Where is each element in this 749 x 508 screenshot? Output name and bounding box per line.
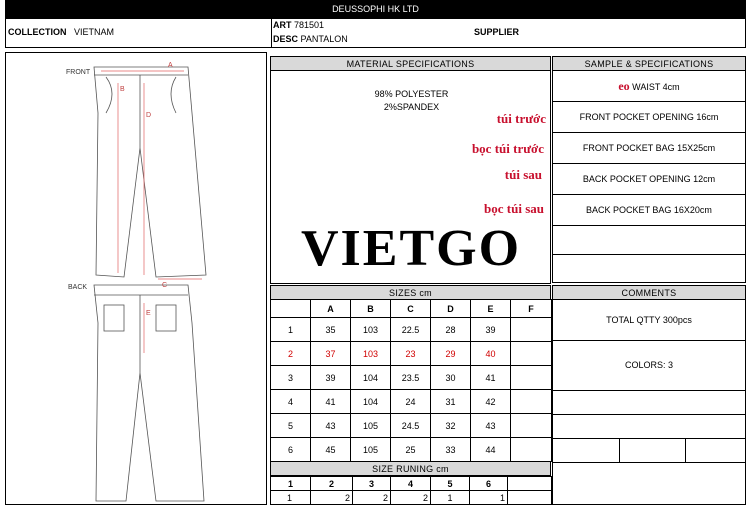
sizes-col-header: A — [311, 300, 351, 318]
size-cell: 33 — [431, 438, 471, 462]
running-header: 3 — [353, 477, 391, 491]
sizes-col-header: E — [471, 300, 511, 318]
sizes-col-header: D — [431, 300, 471, 318]
size-cell: 1 — [271, 318, 311, 342]
size-cell — [511, 366, 552, 390]
size-cell: 41 — [311, 390, 351, 414]
comments-box — [552, 299, 746, 505]
spec-row — [553, 133, 746, 164]
running-value: 1 — [470, 491, 508, 505]
sizes-col-header: B — [351, 300, 391, 318]
art-label: ART — [273, 20, 292, 30]
running-header: 6 — [470, 477, 508, 491]
spec-row — [553, 102, 746, 133]
size-cell: 25 — [391, 438, 431, 462]
running-value-row — [271, 491, 552, 505]
spec-cell-waist — [553, 71, 746, 102]
spec-cell: FRONT POCKET OPENING 16cm — [553, 102, 746, 133]
material-line-2: 2%SPANDEX — [383, 102, 440, 112]
dim-label-b: B — [120, 86, 125, 93]
size-cell: 104 — [351, 390, 391, 414]
dim-label-a: A — [168, 62, 173, 69]
size-cell: 105 — [351, 414, 391, 438]
sizes-row — [271, 438, 552, 462]
dim-label-c: C — [162, 282, 168, 289]
size-cell: 4 — [271, 390, 311, 414]
running-value: 2 — [311, 491, 353, 505]
size-cell: 43 — [311, 414, 351, 438]
material-line-1: 98% POLYESTER — [374, 89, 449, 99]
size-cell: 42 — [471, 390, 511, 414]
sizes-col-header — [271, 300, 311, 318]
annotation-back-pocket: túi sau — [504, 167, 542, 182]
sizes-row-highlighted — [271, 342, 552, 366]
comments-title: COMMENTS — [552, 285, 746, 300]
size-cell: 23.5 — [391, 366, 431, 390]
running-value: 1 — [271, 491, 311, 505]
size-cell: 45 — [311, 438, 351, 462]
collection-cell — [6, 19, 272, 47]
sizes-table — [270, 299, 552, 462]
sizes-col-header: C — [391, 300, 431, 318]
running-header: 4 — [391, 477, 431, 491]
spec-cell: BACK POCKET OPENING 12cm — [553, 164, 746, 195]
size-cell: 40 — [471, 342, 511, 366]
size-cell: 22.5 — [391, 318, 431, 342]
size-cell — [511, 318, 552, 342]
spec-row — [553, 71, 746, 102]
running-header-empty — [508, 477, 552, 491]
size-cell: 32 — [431, 414, 471, 438]
size-cell: 37 — [311, 342, 351, 366]
size-cell: 31 — [431, 390, 471, 414]
size-cell: 5 — [271, 414, 311, 438]
pants-technical-drawing — [6, 53, 266, 504]
art-value: 781501 — [294, 20, 325, 30]
sizes-title: SIZES cm — [270, 285, 551, 300]
material-spec-box — [270, 70, 551, 284]
size-cell: 104 — [351, 366, 391, 390]
size-cell: 41 — [471, 366, 511, 390]
running-header: 5 — [431, 477, 470, 491]
size-cell: 39 — [471, 318, 511, 342]
size-cell: 30 — [431, 366, 471, 390]
comments-empty-row — [553, 414, 745, 439]
drawing-panel — [5, 52, 267, 505]
header-row — [5, 18, 746, 48]
size-cell: 29 — [431, 342, 471, 366]
sizes-row — [271, 366, 552, 390]
spec-row — [553, 226, 746, 255]
running-header: 1 — [271, 477, 311, 491]
sizes-header-row — [271, 300, 552, 318]
size-cell: 24.5 — [391, 414, 431, 438]
company-banner — [5, 0, 746, 18]
comments-empty-row — [553, 390, 745, 415]
comments-empty-row — [553, 438, 745, 463]
size-cell — [511, 342, 552, 366]
running-header-row — [271, 477, 552, 491]
sizes-row — [271, 318, 552, 342]
running-value: 2 — [353, 491, 391, 505]
size-cell: 103 — [351, 318, 391, 342]
spec-row — [553, 164, 746, 195]
spec-text-waist: WAIST 4cm — [632, 81, 680, 92]
spec-cell: BACK POCKET BAG 16X20cm — [553, 195, 746, 226]
collection-value: VIETNAM — [74, 27, 115, 37]
annotation-waist: eo — [618, 78, 630, 93]
material-spec-title: MATERIAL SPECIFICATIONS — [270, 56, 551, 71]
running-header: 2 — [311, 477, 353, 491]
dim-label-d: D — [146, 112, 152, 119]
sample-spec-table — [552, 70, 746, 283]
size-cell: 23 — [391, 342, 431, 366]
supplier-label: SUPPLIER — [474, 27, 520, 37]
size-cell: 2 — [271, 342, 311, 366]
sizes-row — [271, 390, 552, 414]
back-label: BACK — [68, 284, 88, 291]
company-name: DEUSSOPHI HK LTD — [332, 4, 419, 14]
sizes-col-header: F — [511, 300, 552, 318]
size-cell: 35 — [311, 318, 351, 342]
spec-row — [553, 195, 746, 226]
running-value: 1 — [431, 491, 470, 505]
art-cell — [271, 19, 471, 47]
size-cell: 44 — [471, 438, 511, 462]
colors-count: COLORS: 3 — [553, 340, 745, 391]
size-cell: 39 — [311, 366, 351, 390]
annotation-front-pocket: túi trước — [496, 111, 546, 126]
vietgo-logo: VIETGO — [301, 220, 522, 277]
size-running-table — [270, 476, 552, 505]
size-running-title: SIZE RUNING cm — [270, 461, 551, 476]
size-cell — [511, 414, 552, 438]
dim-label-e: E — [146, 310, 151, 317]
desc-label: DESC — [273, 34, 299, 44]
desc-value: PANTALON — [300, 34, 348, 44]
spec-row — [553, 255, 746, 283]
size-cell — [511, 390, 552, 414]
front-label: FRONT — [66, 69, 91, 76]
annotation-front-pocket-bag: bọc túi trước — [471, 141, 544, 156]
spec-cell — [553, 226, 746, 255]
size-cell: 6 — [271, 438, 311, 462]
annotation-back-pocket-bag: bọc túi sau — [484, 201, 544, 216]
size-cell: 28 — [431, 318, 471, 342]
size-cell — [511, 438, 552, 462]
sample-spec-title: SAMPLE & SPECIFICATIONS — [552, 56, 746, 71]
spec-cell — [553, 255, 746, 283]
size-cell: 24 — [391, 390, 431, 414]
size-cell: 3 — [271, 366, 311, 390]
running-value-empty — [508, 491, 552, 505]
size-cell: 105 — [351, 438, 391, 462]
sizes-row — [271, 414, 552, 438]
size-cell: 43 — [471, 414, 511, 438]
total-qty: TOTAL QTTY 300pcs — [553, 300, 745, 341]
collection-label: COLLECTION — [8, 27, 67, 37]
spec-cell: FRONT POCKET BAG 15X25cm — [553, 133, 746, 164]
size-cell: 103 — [351, 342, 391, 366]
running-value: 2 — [391, 491, 431, 505]
